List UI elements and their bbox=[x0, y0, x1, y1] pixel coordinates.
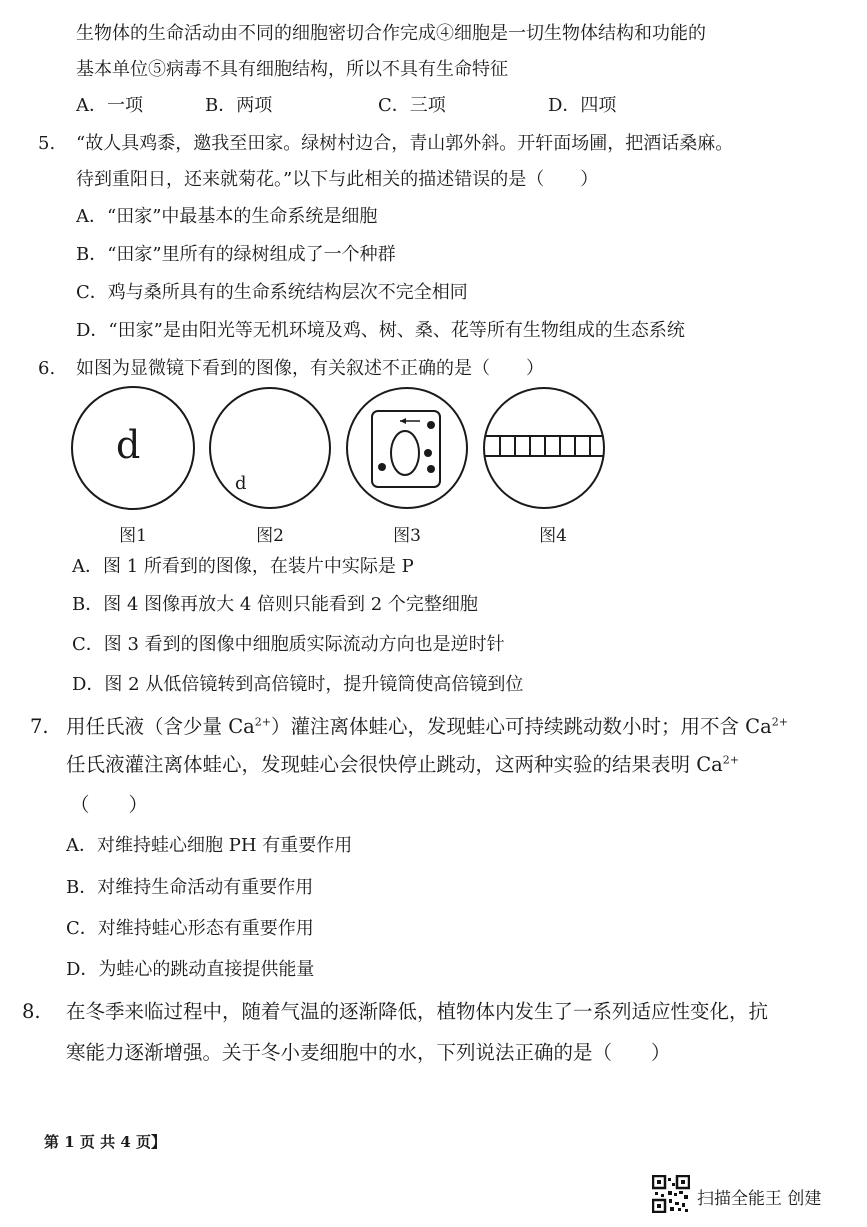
q7-line2 bbox=[66, 753, 739, 777]
q7-superscript-2: 2+ bbox=[771, 715, 788, 729]
q6-option-b: B．图 4 图像再放大 4 倍则只能看到 2 个完整细胞 bbox=[72, 594, 478, 615]
q5-option-d: D．“田家”是由阳光等无机环境及鸡、树、桑、花等所有生物组成的生态系统 bbox=[76, 320, 685, 341]
q8-number: 8. bbox=[22, 1000, 41, 1023]
figure-2 bbox=[205, 383, 335, 513]
figure-4-label: 图4 bbox=[539, 526, 567, 546]
q4-line2: 基本单位⑤病毒不具有细胞结构，所以不具有生命特征 bbox=[76, 59, 508, 80]
q8-line2: 寒能力逐渐增强。关于冬小麦细胞中的水，下列说法正确的是（ ） bbox=[66, 1041, 671, 1064]
figure-2-label: 图2 bbox=[256, 526, 284, 546]
q7-option-d: D．为蛙心的跳动直接提供能量 bbox=[66, 959, 315, 980]
figure-1-letter: d bbox=[116, 423, 141, 467]
figure-3-label: 图3 bbox=[393, 526, 421, 546]
q7-superscript-3: 2+ bbox=[722, 753, 739, 767]
q7-line1 bbox=[66, 715, 788, 739]
q7-option-a: A．对维持蛙心细胞 PH 有重要作用 bbox=[66, 835, 353, 856]
q7-option-c: C．对维持蛙心形态有重要作用 bbox=[66, 918, 314, 939]
figure-1-label: 图1 bbox=[119, 526, 147, 546]
q5-option-b: B．“田家”里所有的绿树组成了一个种群 bbox=[76, 244, 396, 265]
q4-option-d: D．四项 bbox=[548, 95, 617, 116]
q7-line2-part-a: 任氏液灌注离体蛙心，发现蛙心会很快停止跳动，这两种实验的结果表明 Ca bbox=[66, 753, 723, 776]
q5-line2: 待到重阳日，还来就菊花。”以下与此相关的描述错误的是（ ） bbox=[76, 169, 599, 190]
q7-line1-part-b: ）灌注离体蛙心，发现蛙心可持续跳动数小时；用不含 Ca bbox=[270, 715, 772, 738]
q5-line1: “故人具鸡黍，邀我至田家。绿树村边合，青山郭外斜。开轩面场圃，把酒话桑麻。 bbox=[76, 133, 734, 154]
q6-number: 6. bbox=[38, 358, 56, 379]
page-footer: 第 1 页 共 4 页】 bbox=[44, 1133, 166, 1151]
q5-option-c: C．鸡与桑所具有的生命系统结构层次不完全相同 bbox=[76, 282, 468, 303]
scanner-watermark: 扫描全能王 创建 bbox=[697, 1189, 822, 1209]
q5-number: 5. bbox=[38, 133, 56, 154]
q6-stem: 如图为显微镜下看到的图像，有关叙述不正确的是（ ） bbox=[76, 358, 544, 379]
q7-number: 7. bbox=[30, 715, 49, 738]
q6-option-c: C．图 3 看到的图像中细胞质实际流动方向也是逆时针 bbox=[72, 634, 505, 655]
q7-line1-part-a: 用任氏液（含少量 Ca bbox=[66, 715, 255, 738]
figure-3 bbox=[342, 383, 472, 513]
q4-option-a: A．一项 bbox=[76, 95, 143, 116]
q7-line3: （ ） bbox=[70, 793, 149, 816]
q4-option-b: B．两项 bbox=[205, 95, 273, 116]
q6-option-d: D．图 2 从低倍镜转到高倍镜时，提升镜筒使高倍镜到位 bbox=[72, 674, 524, 695]
q7-option-b: B．对维持生命活动有重要作用 bbox=[66, 877, 314, 898]
q6-option-a: A．图 1 所看到的图像，在装片中实际是 P bbox=[72, 556, 414, 577]
figure-4 bbox=[479, 383, 609, 513]
qr-code-icon bbox=[652, 1175, 690, 1213]
q7-superscript-1: 2+ bbox=[254, 715, 271, 729]
figure-2-letter: d bbox=[235, 473, 247, 494]
q8-line1: 在冬季来临过程中，随着气温的逐渐降低，植物体内发生了一系列适应性变化，抗 bbox=[66, 1000, 769, 1023]
q5-option-a: A．“田家”中最基本的生命系统是细胞 bbox=[76, 206, 378, 227]
q4-line1: 生物体的生命活动由不同的细胞密切合作完成④细胞是一切生物体结构和功能的 bbox=[76, 23, 706, 44]
q4-option-c: C．三项 bbox=[378, 95, 446, 116]
